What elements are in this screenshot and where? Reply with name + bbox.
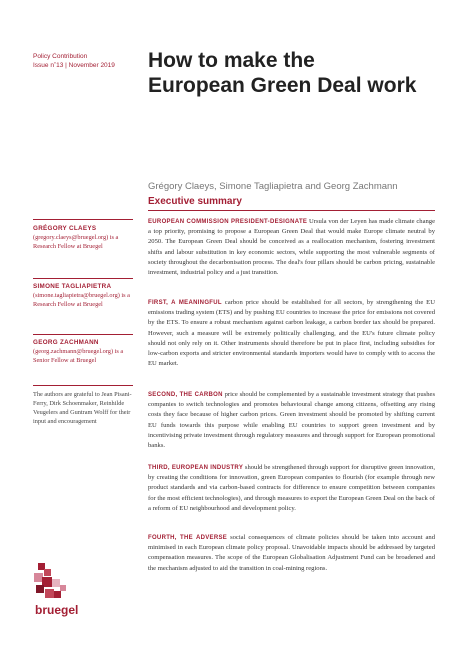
- bruegel-logo-mark: [32, 563, 92, 608]
- title-line-2: European Green Deal work: [148, 74, 417, 97]
- summary-paragraph: [148, 463, 435, 514]
- series-label: Policy Contribution: [33, 53, 88, 60]
- bruegel-logo-text: bruegel: [35, 603, 79, 617]
- author-bio-text: (simone.tagliapietra@bruegel.org) is a Research Fellow at Bruegel: [33, 292, 130, 308]
- author-name: GEORG ZACHMANN: [33, 339, 99, 346]
- summary-paragraph: [148, 390, 435, 451]
- paragraph-lead: SECOND, THE CARBON: [148, 392, 223, 398]
- summary-paragraph: [148, 533, 435, 574]
- paragraph-lead: FOURTH, THE ADVERSE: [148, 535, 228, 541]
- logo-icon: [32, 563, 92, 603]
- paragraph-text: social consequences of climate policies should be taken into account and minimised in each European climate policy proposal. Unavoidable impacts should be addressed by targeted compensation measures. The scope of the European Globalisation Adjustment Fund can be broadened and the mechanism adjusted to aid the transition in coal-mining regions.: [148, 534, 436, 572]
- paragraph-text: should be strengthened through support for disruptive green innovation, by creating the conditions for innovation, green European companies to flourish (for example through new product standards and via carbon-based contracts for difference to ensure competition between companies for the most efficient technologies), and through measures to export the European Green Deal on the back of a reform of EU neighbourhood and development policy.: [148, 464, 436, 512]
- paragraph-lead: THIRD, EUROPEAN INDUSTRY: [148, 465, 244, 471]
- paragraph-lead: EUROPEAN COMMISSION PRESIDENT-DESIGNATE: [148, 219, 308, 225]
- author-bio: [33, 224, 133, 251]
- sidebar-divider: [33, 278, 133, 279]
- paragraph-text: price should be complemented by a sustainable investment strategy that pushes companies to switch technologies and promotes behavioural change among citizens, offsetting any rising costs they face because of higher carbon prices. Green investment should be promoted by shifting current EU funds towards this purpose while enabling EU countries to support green investment and by incentivising private investment through regulatory measures and through support for European promotional banks.: [148, 391, 436, 450]
- sidebar-divider: [33, 219, 133, 220]
- sidebar-divider: [33, 385, 133, 386]
- acknowledgement: The authors are grateful to Jean Pisani-Ferry, Dirk Schoenmaker, Reinhilde Veugelers and Guntram Wolff for their input and encouragement: [33, 391, 132, 425]
- author-bio: [33, 338, 133, 365]
- heading-rule: [148, 210, 435, 211]
- publication-meta: [33, 53, 133, 70]
- author-bio: [33, 282, 133, 309]
- section-heading: Executive summary: [148, 196, 242, 207]
- summary-paragraph: [148, 298, 435, 369]
- author-bio-text: (gregory.claeys@bruegel.org) is a Research Fellow at Bruegel: [33, 234, 119, 250]
- issue-label: Issue n˚13 | November 2019: [33, 61, 115, 69]
- title-line-1: How to make the: [148, 49, 315, 72]
- paragraph-lead: FIRST, A MEANINGFUL: [148, 300, 222, 306]
- author-name: GRÉGORY CLAEYS: [33, 225, 97, 232]
- paragraph-text: carbon price should be established for all sectors, by strengthening the EU emissions trading system (ETS) and by pushing EU countries to increase the price for emissions not covered by the ETS. To ensure a robust mechanism against carbon leakage, a carbon border tax should be prepared. However, such a measure will be extremely politically challenging, and the EU's future climate policy should not only rely on it. Other instruments should therefore be put in place first, including subsidies for low-carbon exports and stricter environmental standards importers would have to comply with to access the EU market.: [148, 299, 435, 368]
- author-name: SIMONE TAGLIAPIETRA: [33, 283, 112, 290]
- page-title: [148, 48, 438, 98]
- sidebar-divider: [33, 334, 133, 335]
- summary-paragraph: [148, 217, 435, 278]
- authors-line: Grégory Claeys, Simone Tagliapietra and Georg Zachmann: [148, 181, 398, 192]
- paragraph-text: Ursula von der Leyen has made climate change a top priority, promising to propose a European Green Deal that would make Europe climate neutral by 2050. The European Green Deal should be conceived as a reallocation mechanism, fostering investment shifts and labour substitution in key economic sectors, while supporting the most vulnerable segments of society throughout the decarbonisation process. The deal's four pillars should be carbon pricing, sustainable investment, industrial policy and a just transition.: [148, 218, 436, 277]
- author-bio-text: (georg.zachmann@bruegel.org) is a Senior Fellow at Bruegel: [33, 348, 124, 364]
